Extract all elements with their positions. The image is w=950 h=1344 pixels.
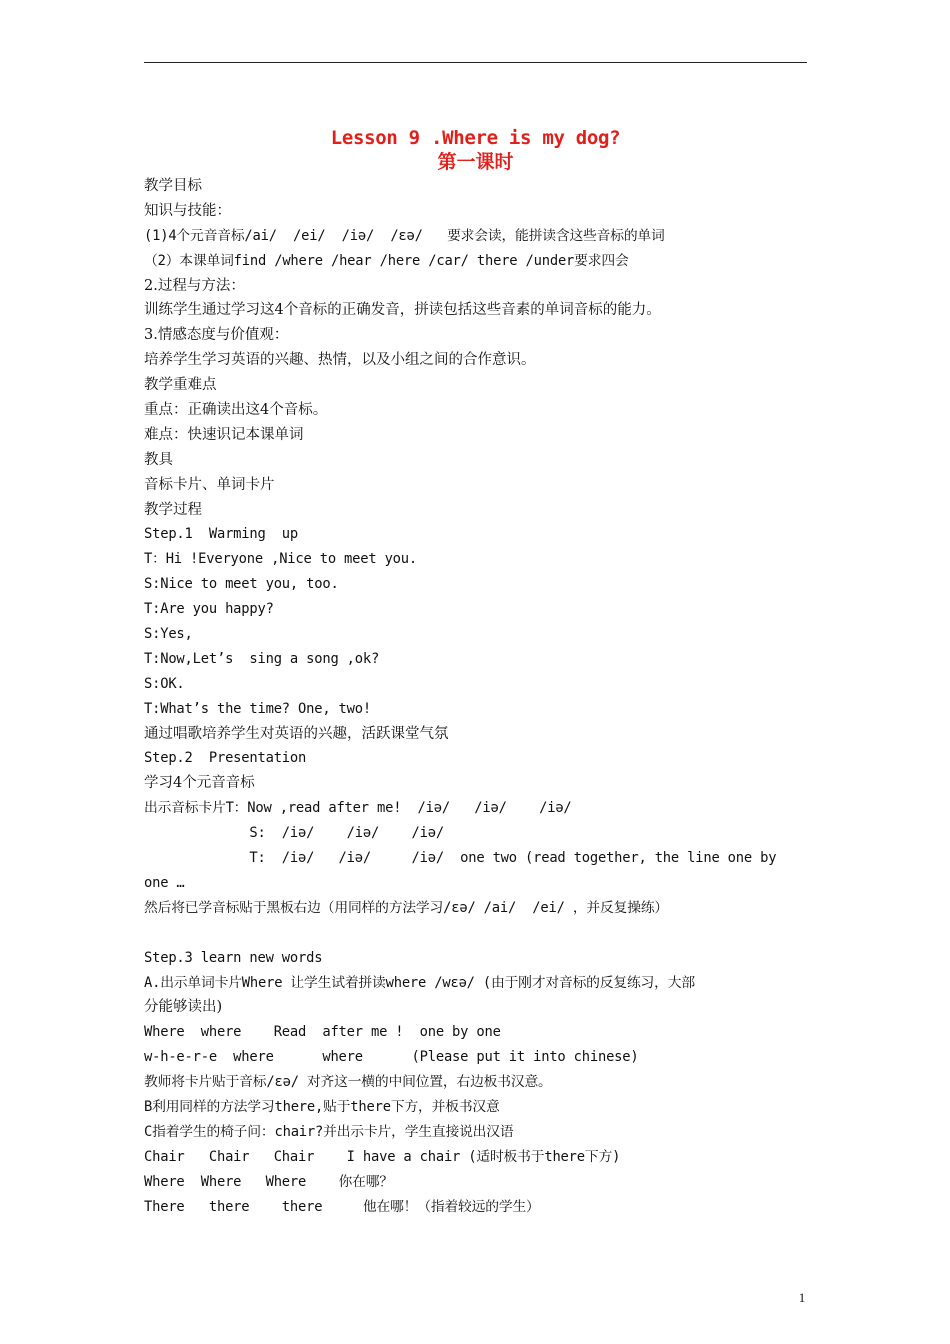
text-line: 教具 [144, 451, 173, 468]
text-line: B利用同样的方法学习there,贴于there下方，并板书汉意 [144, 1098, 500, 1115]
text-line: 2.过程与方法： [144, 277, 245, 294]
text-line: 3.情感态度与价值观： [144, 327, 289, 344]
text-line: （2）本课单词find /where /hear /here /car/ there /under要求四会 [144, 252, 629, 269]
lesson-title: Lesson 9 .Where is my dog? [330, 127, 621, 149]
text-line: 通过唱歌培养学生对英语的兴趣，活跃课堂气氛 [144, 725, 449, 742]
text-line: A.出示单词卡片Where 让学生试着拼读where /wɛə/ (由于刚才对音标的反复练习，大部 [144, 974, 695, 991]
text-line: T: /iə/ /iə/ /iə/ one two (read together, the line one by [144, 850, 777, 867]
text-line: Where where Read after me ! one by one [144, 1024, 501, 1041]
text-line: T：Hi !Everyone ,Nice to meet you. [144, 551, 418, 568]
text-line: 出示音标卡片T：Now ,read after me! /iə/ /iə/ /iə/ [144, 800, 572, 817]
text-line: 教学目标 [144, 178, 202, 194]
text-line: 知识与技能： [144, 202, 231, 219]
text-line: 分能够读出) [144, 999, 223, 1016]
text-line: 学习4个元音音标 [144, 775, 255, 792]
text-line: 训练学生通过学习这4个音标的正确发音，拼读包括这些音素的单词音标的能力。 [144, 302, 661, 319]
text-line: Step.1 Warming up [144, 526, 299, 543]
text-line: S:Yes, [144, 626, 193, 643]
lesson-subtitle: 第一课时 [437, 151, 514, 173]
text-line: w-h-e-r-e where where (Please put it into chinese) [144, 1049, 639, 1066]
header-rule [144, 62, 807, 63]
text-line: 难点：快速识记本课单词 [144, 426, 304, 443]
text-line: S:OK. [144, 675, 185, 692]
text-line: 重点：正确读出这4个音标。 [144, 402, 328, 419]
text-line: 教学重难点 [144, 377, 217, 394]
blank-line [144, 921, 807, 946]
text-line: T:What’s the time? One, two! [144, 700, 371, 717]
text-line: one … [144, 874, 185, 891]
text-line: Chair Chair Chair I have a chair (适时板书于there下方) [144, 1148, 621, 1165]
text-line: Step.2 Presentation [144, 750, 307, 767]
text-line: T:Are you happy? [144, 601, 274, 618]
page-number: 1 [798, 1290, 806, 1305]
text-line: T:Now,Let’s sing a song ,ok? [144, 650, 380, 667]
text-line: (1)4个元音音标/ai/ /ei/ /iə/ /ɛə/ 要求会读，能拼读含这些音标的单词 [144, 227, 665, 244]
text-line: C指着学生的椅子问：chair?并出示卡片，学生直接说出汉语 [144, 1123, 514, 1140]
text-line: 然后将已学音标贴于黑板右边（用同样的方法学习/ɛə/ /ai/ /ei/ ，并反复操练） [144, 899, 669, 916]
text-line: Where Where Where 你在哪？ [144, 1173, 393, 1190]
text-line: S:Nice to meet you, too. [144, 576, 339, 593]
text-line: 培养学生学习英语的兴趣、热情，以及小组之间的合作意识。 [144, 352, 536, 369]
text-line: 教师将卡片贴于音标/ɛə/ 对齐这一横的中间位置，右边板书汉意。 [144, 1074, 552, 1091]
text-line: 音标卡片、单词卡片 [144, 476, 275, 493]
text-line: 教学过程 [144, 501, 202, 518]
text-line: Step.3 learn new words [144, 949, 323, 966]
text-line: There there there 他在哪！（指着较远的学生） [144, 1198, 540, 1215]
text-line: S: /iə/ /iə/ /iə/ [144, 825, 444, 842]
document-body [144, 174, 807, 1219]
